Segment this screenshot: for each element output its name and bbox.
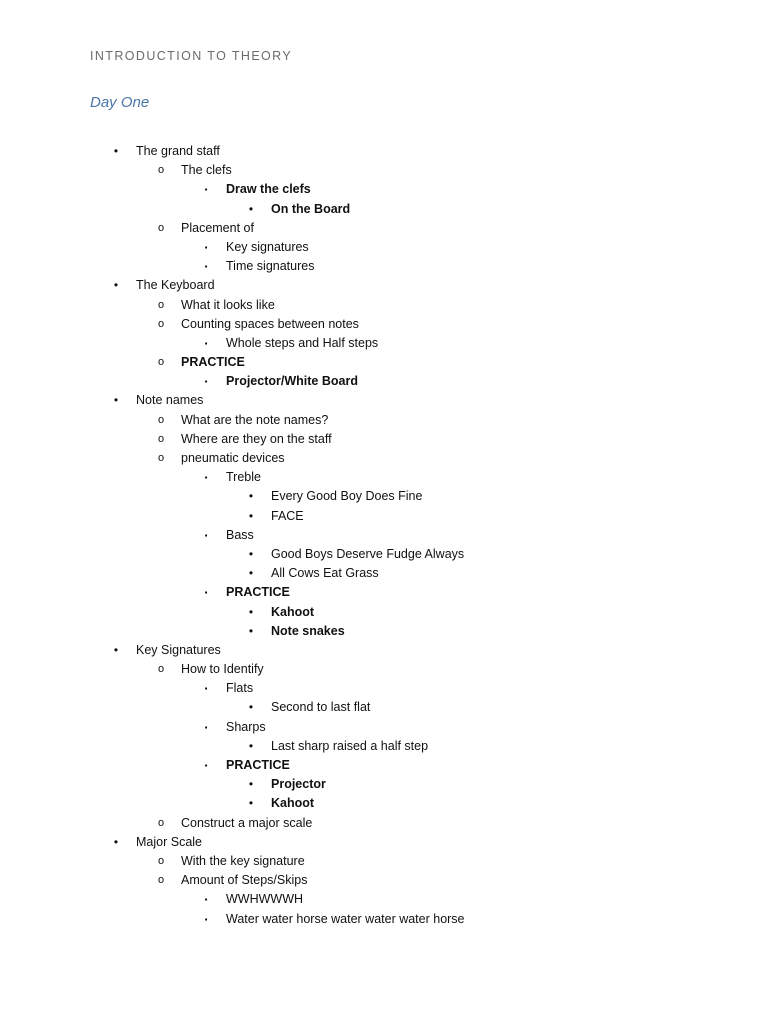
list-item-text: Projector (271, 777, 326, 792)
bullet-glyph: ▪ (204, 338, 208, 348)
bullet-glyph: • (248, 777, 254, 792)
list-item-text: Bass (226, 527, 254, 542)
list-item-text: The clefs (181, 163, 232, 178)
bullet-glyph: • (113, 642, 119, 657)
list-item-text: PRACTICE (226, 585, 290, 600)
list-item-text: The grand staff (136, 144, 220, 158)
list-item (0, 276, 768, 295)
list-item (0, 814, 768, 833)
list-item-text: pneumatic devices (181, 451, 285, 465)
list-item-text: Where are they on the staff (181, 431, 332, 446)
list-item (0, 718, 768, 737)
bullet-glyph: ▪ (204, 185, 208, 195)
list-item-text: Draw the clefs (226, 182, 311, 197)
list-item (0, 526, 768, 545)
list-item (0, 372, 768, 391)
bullet-glyph: ▪ (204, 473, 208, 483)
list-item-text: Second to last flat (271, 700, 371, 715)
bullet-glyph: • (248, 738, 254, 753)
document-header: INTRODUCTION TO THEORY (90, 49, 293, 63)
list-item (0, 794, 768, 813)
bullet-glyph: ▪ (204, 377, 208, 387)
bullet-glyph: o (157, 221, 165, 234)
bullet-glyph: • (248, 700, 254, 715)
bullet-glyph: ▪ (204, 895, 208, 905)
list-item-text: FACE (271, 508, 304, 523)
list-item-text: WWHWWWH (226, 892, 304, 907)
bullet-glyph: ▪ (204, 588, 208, 598)
list-item (0, 603, 768, 622)
list-item-text: On the Board (271, 201, 351, 216)
list-item (0, 756, 768, 775)
list-item (0, 545, 768, 564)
bullet-glyph: o (157, 432, 165, 445)
list-item (0, 833, 768, 852)
list-item (0, 296, 768, 315)
bullet-glyph: o (157, 663, 165, 676)
bullet-glyph: o (157, 298, 165, 311)
list-item-text: Kahoot (271, 796, 315, 811)
list-item-text: What it looks like (181, 297, 275, 312)
list-item (0, 622, 768, 641)
list-item (0, 890, 768, 909)
list-item (0, 871, 768, 890)
list-item (0, 583, 768, 602)
list-item (0, 334, 768, 353)
list-item-text: Major Scale (136, 834, 202, 849)
list-item (0, 315, 768, 334)
list-item (0, 142, 768, 161)
list-item-text: Good Boys Deserve Fudge Always (271, 546, 465, 561)
list-item-text: Water water horse water water water horse (226, 911, 465, 926)
bullet-glyph: • (248, 604, 254, 619)
bullet-glyph: • (113, 393, 119, 408)
bullet-glyph: o (157, 356, 165, 369)
bullet-glyph: • (113, 278, 119, 293)
bullet-glyph: o (157, 317, 165, 330)
list-item (0, 180, 768, 199)
list-item (0, 564, 768, 583)
list-item-text: Construct a major scale (181, 815, 313, 830)
list-item (0, 852, 768, 871)
bullet-glyph: o (157, 164, 165, 177)
bullet-glyph: ▪ (204, 684, 208, 694)
list-item-text: All Cows Eat Grass (271, 566, 379, 581)
list-item-text: Time signatures (226, 259, 315, 274)
bullet-glyph: o (157, 413, 165, 426)
list-item (0, 200, 768, 219)
list-item-text: What are the note names? (181, 412, 329, 427)
list-item (0, 257, 768, 276)
list-item-text: Key signatures (226, 239, 309, 254)
list-item (0, 353, 768, 372)
list-item (0, 910, 768, 929)
list-item-text: Last sharp raised a half step (271, 738, 429, 753)
list-item (0, 698, 768, 717)
bullet-glyph: • (248, 623, 254, 638)
list-item (0, 775, 768, 794)
list-item-text: Counting spaces between notes (181, 316, 359, 331)
list-item-text: Treble (226, 470, 261, 485)
list-item-text: Placement of (181, 220, 254, 235)
bullet-glyph: ▪ (204, 914, 208, 924)
list-item-text: With the key signature (181, 853, 305, 868)
section-heading: Day One (90, 94, 150, 111)
bullet-glyph: o (157, 452, 165, 464)
bullet-glyph: ▪ (204, 761, 208, 770)
list-item-text: Note names (136, 393, 204, 408)
list-item (0, 487, 768, 506)
list-item-text: How to Identify (181, 662, 264, 677)
list-item (0, 430, 768, 449)
list-item-text: Flats (226, 681, 254, 696)
list-item (0, 219, 768, 238)
list-item (0, 641, 768, 660)
bullet-glyph: • (113, 834, 119, 849)
list-item-text: Key Signatures (136, 642, 221, 657)
outline-list (0, 142, 768, 929)
bullet-glyph: o (157, 854, 165, 867)
bullet-glyph: • (248, 546, 254, 561)
list-item-text: The Keyboard (136, 278, 215, 293)
bullet-glyph: ▪ (204, 530, 208, 540)
list-item-text: Whole steps and Half steps (226, 335, 379, 350)
list-item (0, 468, 768, 487)
list-item (0, 391, 768, 410)
list-item (0, 507, 768, 526)
list-item-text: PRACTICE (181, 355, 245, 370)
bullet-glyph: • (248, 201, 254, 216)
list-item-text: Kahoot (271, 604, 315, 619)
bullet-glyph: • (113, 144, 119, 158)
bullet-glyph: o (157, 816, 165, 829)
list-item (0, 411, 768, 430)
list-item (0, 679, 768, 698)
list-item (0, 238, 768, 257)
bullet-glyph: ▪ (204, 722, 208, 732)
list-item-text: Amount of Steps/Skips (181, 873, 308, 888)
list-item (0, 660, 768, 679)
bullet-glyph: o (157, 874, 165, 887)
bullet-glyph: • (248, 796, 254, 811)
bullet-glyph: ▪ (204, 242, 208, 252)
list-item-text: Sharps (226, 719, 266, 734)
list-item-text: Every Good Boy Does Fine (271, 489, 423, 504)
bullet-glyph: • (248, 489, 254, 504)
list-item (0, 737, 768, 756)
list-item-text: Note snakes (271, 623, 345, 638)
bullet-glyph: • (248, 508, 254, 523)
list-item-text: Projector/White Board (226, 374, 358, 389)
list-item (0, 161, 768, 180)
list-item (0, 449, 768, 468)
list-item-text: PRACTICE (226, 758, 290, 772)
bullet-glyph: ▪ (204, 262, 208, 272)
bullet-glyph: • (248, 566, 254, 581)
